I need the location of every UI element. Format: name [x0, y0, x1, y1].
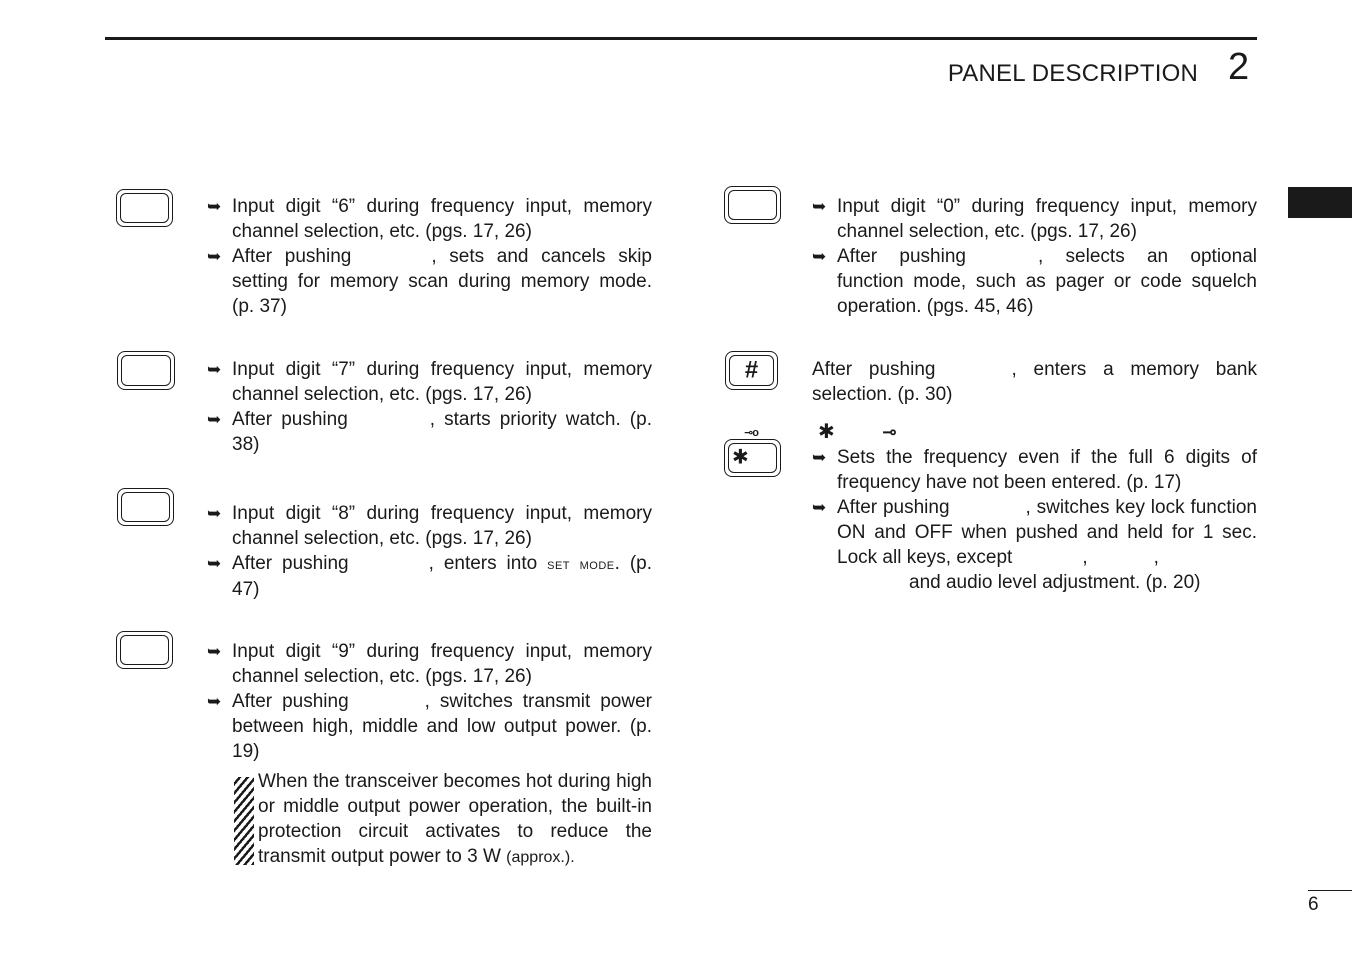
page-header-title: PANEL DESCRIPTION [947, 60, 1198, 87]
key-7-illustration [117, 351, 175, 390]
asterisk-icon: ✱ [818, 421, 835, 443]
page-number: 6 [1308, 894, 1319, 915]
right-arrow-icon: ➥ [207, 504, 222, 523]
key-9-description [207, 639, 652, 764]
key-8-item-2: ➥ After pushing , enters into set mode. (p. 47) [207, 553, 653, 600]
key-0-description [812, 194, 1257, 319]
note-approx: (approx.). [506, 849, 575, 866]
right-arrow-icon: ➥ [207, 197, 222, 216]
footer-rule [1308, 890, 1352, 891]
hash-icon: # [744, 356, 759, 384]
key-8-item-1: ➥ Input digit “8” during frequency input, memory channel selection, etc. (pgs. 17, 26) [207, 503, 652, 549]
hash-key-illustration [725, 351, 778, 390]
key-6-description [207, 194, 652, 319]
star-key-symbols [812, 420, 1257, 445]
note-text: When the transceiver becomes hot during high or middle output power operation, the built-in protection circuit activates to reduce the transmit output power to 3 W [258, 771, 652, 867]
right-arrow-icon: ➥ [207, 410, 222, 429]
key-9-illustration [116, 631, 173, 669]
key-6-illustration [116, 189, 173, 227]
key-6-item-2: ➥ After pushing , sets and cancels skip setting for memory scan during memory mode. (p. 37) [207, 246, 652, 317]
chapter-side-tab [1288, 187, 1352, 218]
key-icon: ⊸o [744, 427, 758, 439]
key-0-item-1: ➥ Input digit “0” during frequency input, memory channel selection, etc. (pgs. 17, 26) [812, 196, 1257, 242]
key-9-item-1: ➥ Input digit “9” during frequency input, memory channel selection, etc. (pgs. 17, 26) [207, 641, 652, 687]
star-key-description [812, 420, 1257, 595]
key-7-description [207, 357, 652, 457]
right-arrow-icon: ➥ [812, 448, 827, 467]
key-0-item-2: ➥ After pushing , selects an optional function mode, such as pager or code squelch operation. (pgs. 45, 46) [812, 246, 1257, 317]
key-6-item-1: ➥ Input digit “6” during frequency input, memory channel selection, etc. (pgs. 17, 26) [207, 196, 652, 242]
right-arrow-icon: ➥ [207, 360, 222, 379]
star-key-item-1: ➥ Sets the frequency even if the full 6 digits of frequency have not been entered. (p. 17) [812, 447, 1257, 493]
asterisk-icon: ✱ [732, 446, 749, 469]
right-arrow-icon: ➥ [812, 197, 827, 216]
right-arrow-icon: ➥ [812, 498, 827, 517]
set-mode-label: set mode [547, 556, 615, 573]
right-arrow-icon: ➥ [207, 692, 222, 711]
key-icon: ⊸ [882, 422, 898, 442]
key-8-description [207, 501, 652, 602]
key-9-note [234, 769, 652, 870]
star-key-item-2: ➥ After pushing , switches key lock function ON and OFF when pushed and held for 1 sec. Lock all keys, except , , and audio level adjustment. (p. 20) [812, 497, 1257, 593]
star-key-illustration [724, 439, 781, 477]
right-arrow-icon: ➥ [207, 247, 222, 266]
right-arrow-icon: ➥ [207, 554, 222, 573]
key-7-item-1: ➥ Input digit “7” during frequency input, memory channel selection, etc. (pgs. 17, 26) [207, 359, 652, 405]
key-7-item-2: ➥ After pushing , starts priority watch. (p. 38) [207, 409, 652, 455]
right-arrow-icon: ➥ [207, 642, 222, 661]
key-0-illustration [724, 186, 781, 224]
right-arrow-icon: ➥ [812, 247, 827, 266]
hatched-note-icon [234, 777, 254, 865]
hash-key-description: After pushing , enters a memory bank selection. (p. 30) [812, 359, 1257, 405]
key-8-illustration [117, 488, 174, 526]
chapter-number: 2 [1228, 46, 1250, 88]
key-9-item-2: ➥ After pushing , switches transmit power between high, middle and low output power. (p. 19) [207, 691, 652, 762]
top-rule [105, 37, 1257, 40]
